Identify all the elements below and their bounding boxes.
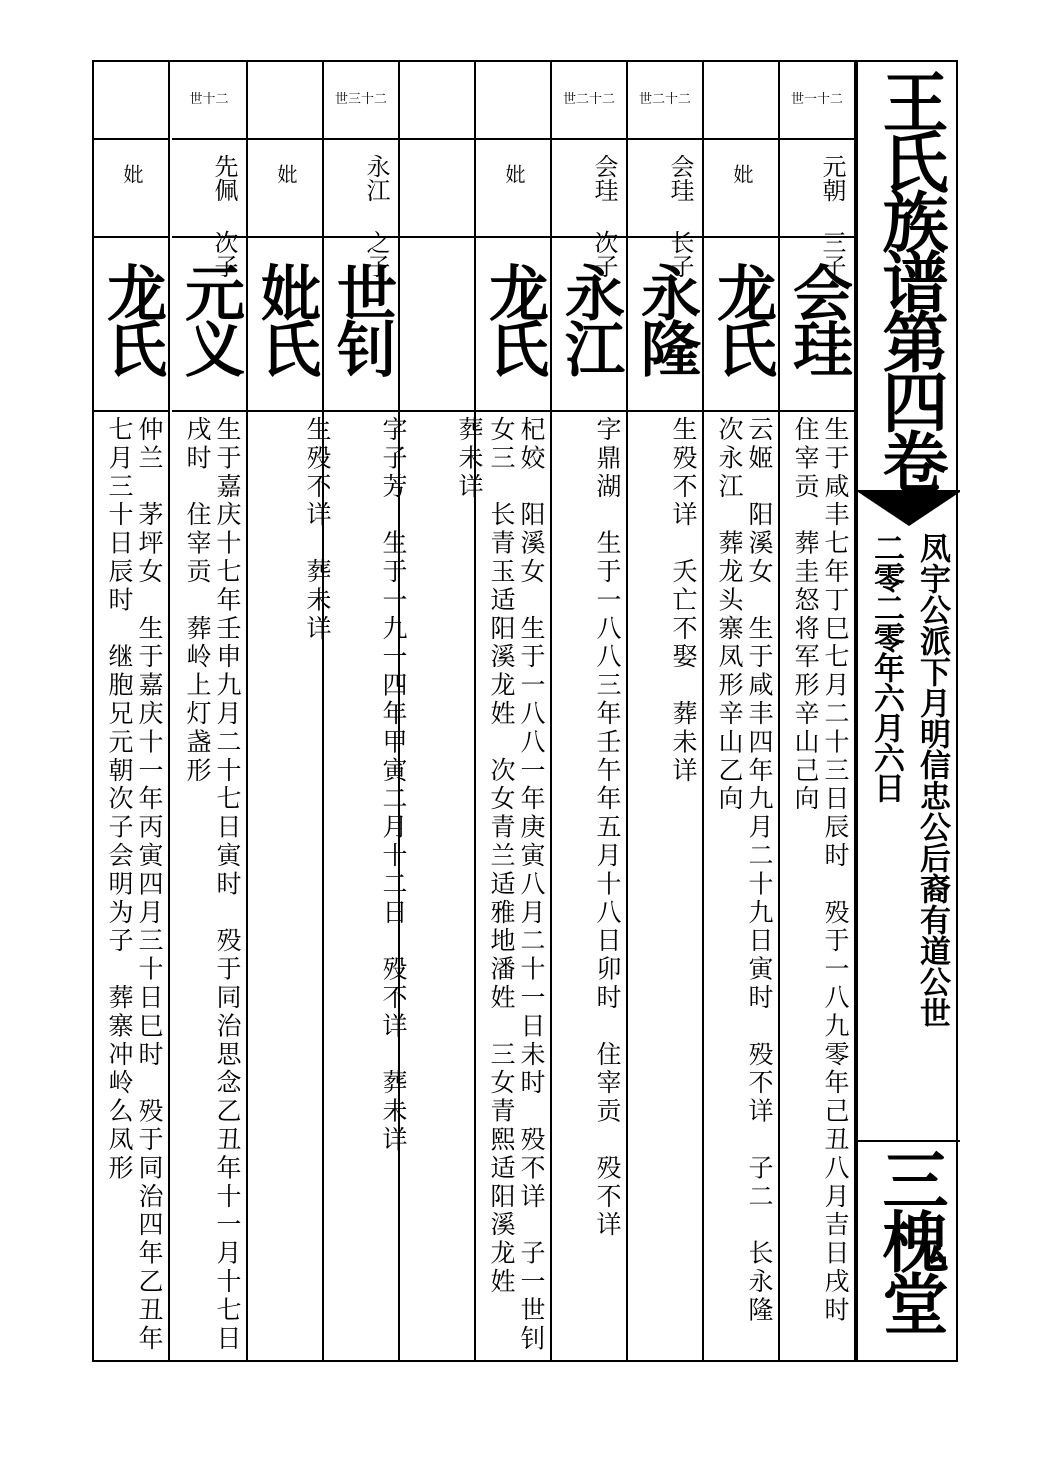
generation-label: 世二十二: [638, 92, 691, 107]
entry-column: [248, 62, 332, 1360]
book-title: 王氏族谱第四卷: [871, 68, 949, 488]
relation-label: [410, 154, 466, 234]
entry-column: [324, 62, 408, 1360]
title-block: [856, 62, 960, 1360]
person-name: 妣氏: [251, 262, 321, 374]
entry-column: [780, 62, 856, 1360]
person-name: 世钊: [327, 262, 397, 374]
entry-column: [172, 62, 248, 1360]
relation-label: 会珪 次子: [590, 154, 618, 278]
relation-label: 妣: [274, 164, 298, 184]
person-description: 生于咸丰七年丁巳七月二十三日辰时 殁于一八九零年己丑八月吉日戌时 住宰贡 葬圭怒将军形辛山己向: [791, 416, 850, 1325]
person-description: 云姬 阳溪女 生于咸丰四年九月二十九日寅时 殁不详 子二 长永隆 次永江 葬龙头寨凤形辛山乙向: [715, 416, 774, 1325]
person-description: 杞姣 阳溪女 生于一八八一年庚寅八月二十一日未时 殁不详 子一世钊 女三 长青玉适阳溪龙姓 次女青兰适雅地潘姓 三女青熙适阳溪龙姓: [487, 416, 546, 1354]
entry-column: [552, 62, 628, 1360]
entry-column: [628, 62, 704, 1360]
relation-label: 会珪 长子: [666, 154, 694, 278]
entry-column: [704, 62, 780, 1360]
hall-divider: [858, 1140, 960, 1142]
person-description: 仲兰 茅坪女 生于嘉庆十一年丙寅四月三十日巳时 殁于同治四年乙丑年 七月三十日辰时 继胞兄元朝次子会明为子 葬寨冲岭么凤形: [105, 416, 164, 1354]
person-name: 龙氏: [479, 262, 549, 374]
person-name: 永隆: [631, 262, 701, 374]
person-description: 葬未详: [455, 416, 484, 502]
generation-label: 世十二: [189, 92, 229, 107]
person-name: 龙氏: [97, 262, 167, 374]
relation-label: 先佩 次子: [210, 154, 238, 278]
person-description: 字鼎湖 生于一八八三年壬午年五月十八日卯时 住宰贡 殁不详: [593, 416, 622, 1240]
genealogy-page: [92, 60, 958, 1362]
hall-name: 三槐堂: [871, 1146, 949, 1332]
person-name: 永江: [555, 262, 625, 374]
relation-label: 妣: [730, 164, 754, 184]
person-description: 字子芳 生于一九一四年甲寅二月十二日 殁不详 葬未详: [379, 416, 408, 1155]
entry-column: [476, 62, 552, 1360]
person-description: 生殁不详 夭亡不娶 葬未详: [669, 416, 698, 786]
generation-label: 世二十二: [562, 92, 615, 107]
person-description: 生殁不详 葬未详: [303, 416, 332, 644]
person-name: 龙氏: [707, 262, 777, 374]
compile-date: 二零二零年六月六日: [868, 532, 904, 802]
person-name: 元义: [175, 262, 245, 374]
triangle-ornament: [858, 492, 960, 526]
relation-label: 永江 之子: [362, 154, 390, 278]
person-description: 生于嘉庆十七年壬申九月二十七日寅时 殁于同治思念乙丑年十一月十七日 戌时 住宰贡 葬岭上灯盏形: [183, 416, 242, 1354]
entry-column: [94, 62, 170, 1360]
generation-label: 世一十二: [790, 92, 843, 107]
generation-label: 世三十二: [334, 92, 387, 107]
relation-label: 妣: [120, 164, 144, 184]
relation-label: 元朝 三子: [818, 154, 846, 278]
entry-column: [400, 62, 484, 1360]
relation-label: 妣: [502, 164, 526, 184]
person-name: 会珪: [783, 262, 853, 374]
lineage-subtitle: 凤宇公派下月明信忠公后裔有道公世: [914, 532, 950, 1028]
